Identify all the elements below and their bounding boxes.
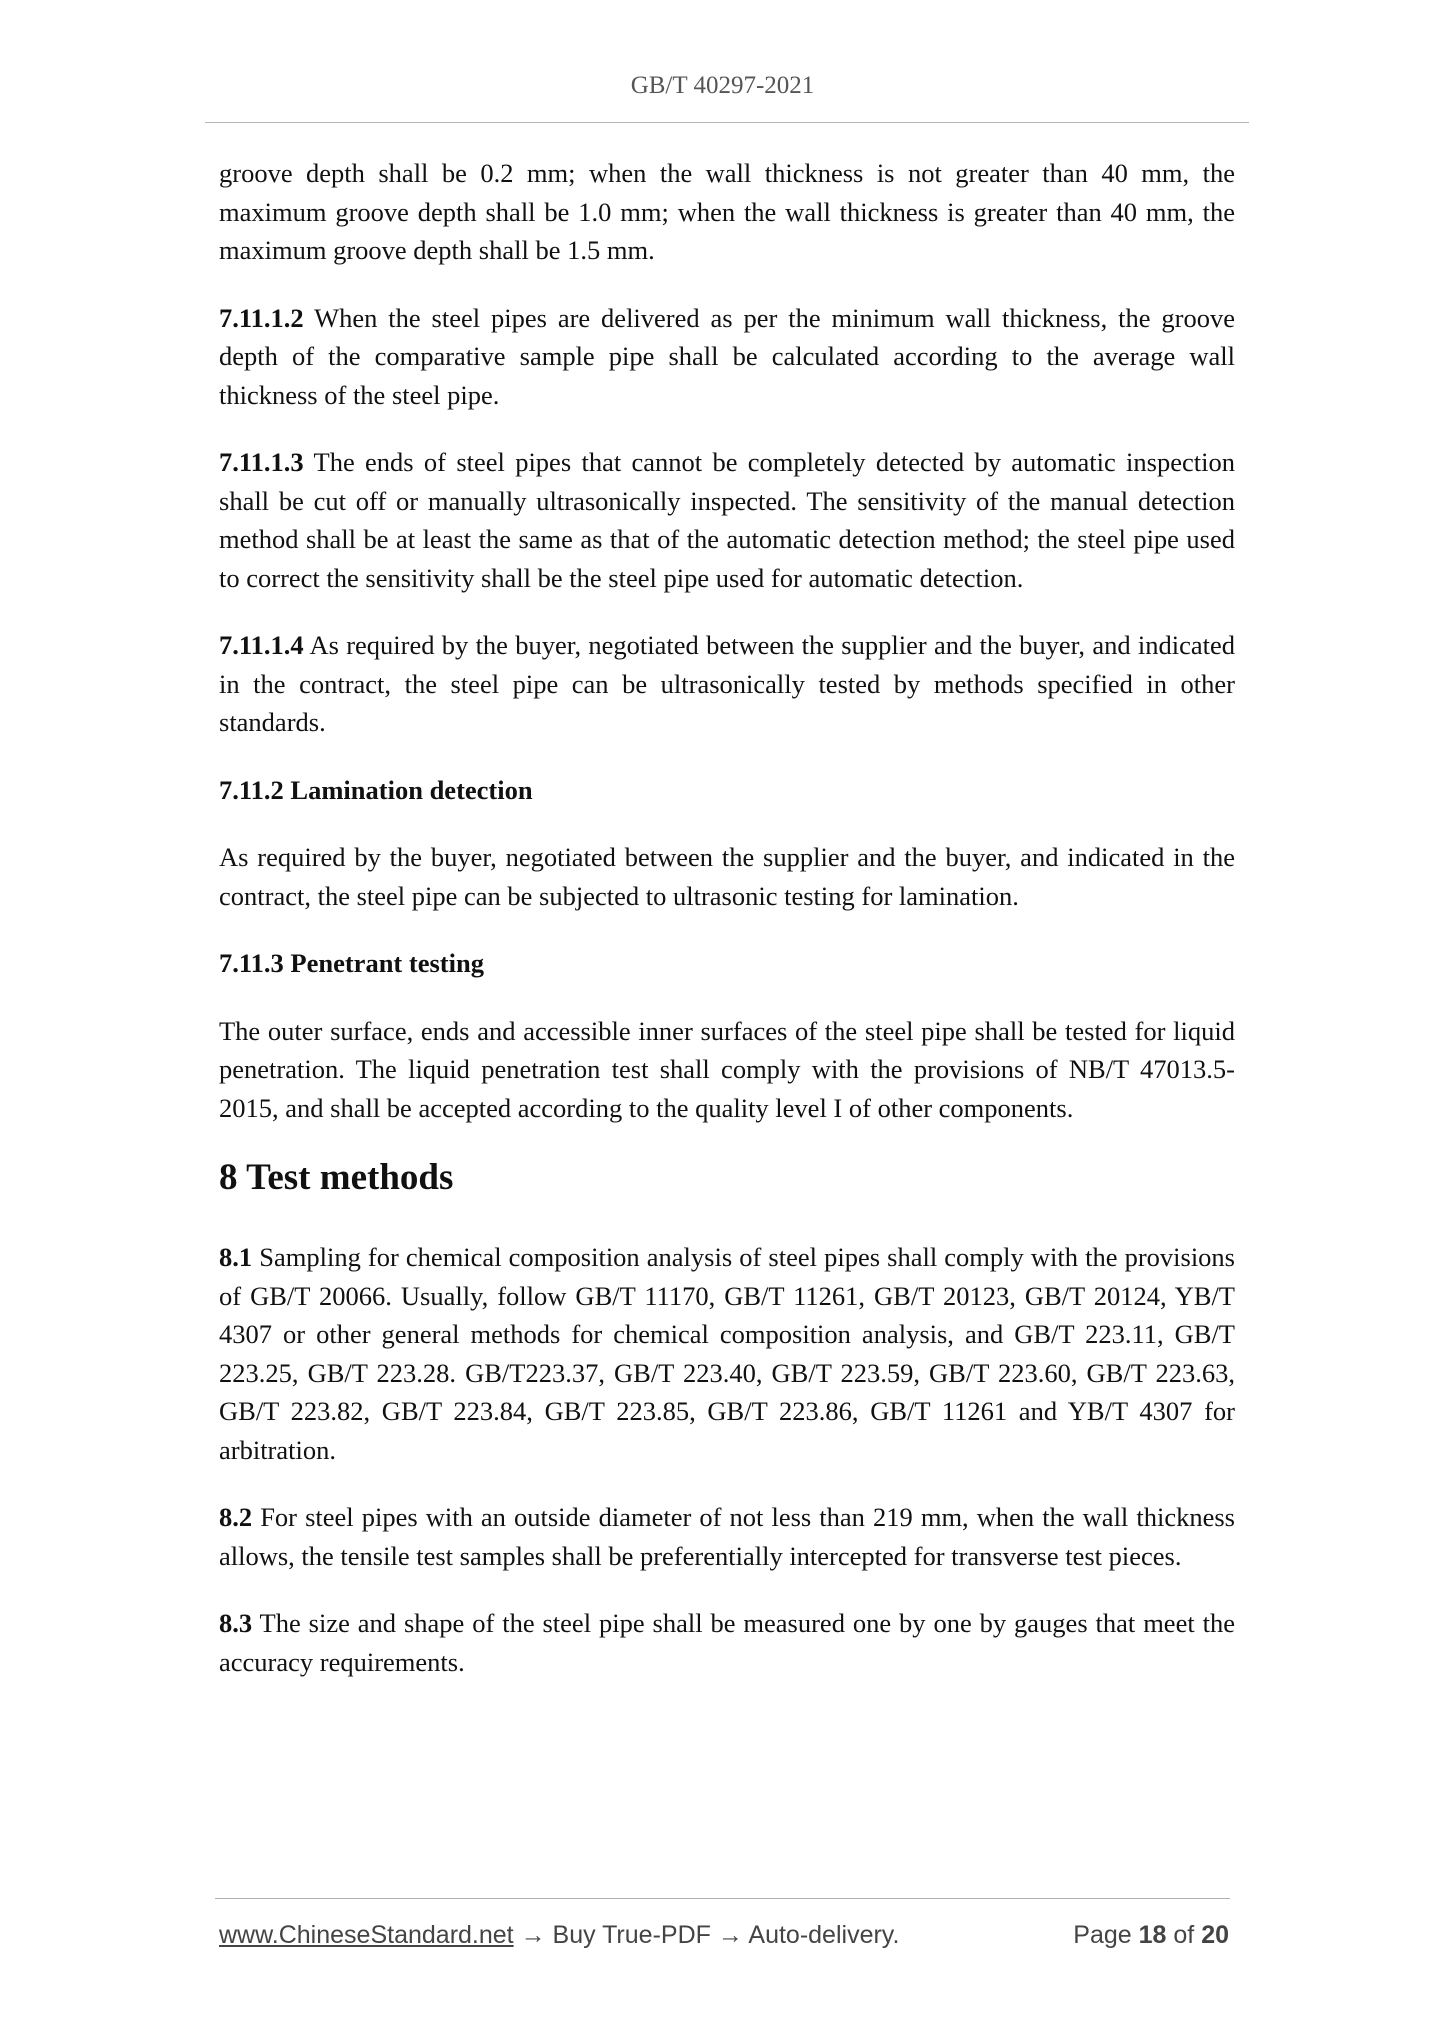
clause-8-3	[219, 1604, 1235, 1681]
total-pages: 20	[1201, 1921, 1229, 1949]
clause-number: 7.11.1.3	[219, 447, 304, 477]
document-header-title: GB/T 40297-2021	[630, 72, 815, 99]
clause-number: 7.11.1.4	[219, 630, 304, 660]
clause-7-11-1-4	[219, 626, 1235, 742]
clause-number: 7.11.1.2	[219, 302, 304, 333]
header-divider	[205, 122, 1249, 123]
clause-number: 8.2	[219, 1502, 253, 1532]
clause-text: As required by the buyer, negotiated between the supplier and the buyer, and indicated in the contract, the steel pipe can be ultrasonically tested by methods specified in other standards.	[219, 630, 1235, 737]
paragraph-7-11-2: As required by the buyer, negotiated between the supplier and the buyer, and indicated in the contract, the steel pipe can be subjected to ultrasonic testing for lamination.	[219, 842, 1235, 911]
heading-7-11-3: 7.11.3 Penetrant testing	[219, 948, 484, 978]
clause-7-11-1-3	[219, 443, 1235, 597]
footer-tagline: → Buy True-PDF → Auto-delivery.	[513, 1921, 900, 1949]
paragraph-7-11-3: The outer surface, ends and accessible inner surfaces of the steel pipe shall be tested for liquid penetration. The liquid penetration test shall comply with the provisions of NB/T 47013.5-2015, and shall be accepted according to the quality level I of other components.	[219, 1015, 1235, 1123]
footer-divider	[215, 1898, 1230, 1899]
clause-7-11-1-2	[219, 299, 1235, 415]
page-indicator: Page 18 of 20	[1073, 1921, 1229, 1949]
page-footer	[219, 1921, 1229, 1950]
heading-7-11-2: 7.11.2 Lamination detection	[219, 774, 533, 805]
website-link[interactable]: www.ChineseStandard.net	[219, 1921, 514, 1949]
heading-8-test-methods: 8 Test methods	[219, 1157, 454, 1198]
clause-text: The size and shape of the steel pipe shall be measured one by one by gauges that meet the accuracy requirements.	[219, 1608, 1235, 1677]
clause-8-2	[219, 1498, 1235, 1575]
clause-number: 8.1	[219, 1242, 253, 1272]
clause-number: 8.3	[219, 1608, 253, 1638]
clause-text: Sampling for chemical composition analysis of steel pipes shall comply with the provisions of GB/T 20066. Usually, follow GB/T 11170, GB/T 11261, GB/T 20123, GB/T 20124, YB/T 4307 or other general methods for chemical composition analysis, and GB/T 223.11, GB/T 223.25, GB/T 223.28. GB/T223.37, GB/T 223.40, GB/T 223.59, GB/T 223.60, GB/T 223.63, GB/T 223.82, GB/T 223.84, GB/T 223.85, GB/T 223.86, GB/T 11261 and YB/T 4307 for arbitration.	[219, 1242, 1235, 1465]
paragraph-continuation: groove depth shall be 0.2 mm; when the wall thickness is not greater than 40 mm, the maximum groove depth shall be 1.0 mm; when the wall thickness is greater than 40 mm, the maximum groove depth shall be 1.5 mm.	[219, 158, 1235, 265]
clause-text: The ends of steel pipes that cannot be completely detected by automatic inspection shall be cut off or manually ultrasonically inspected. The sensitivity of the manual detection method shall be at least the same as that of the automatic detection method; the steel pipe used to correct the sensitivity shall be the steel pipe used for automatic detection.	[219, 447, 1235, 593]
current-page: 18	[1138, 1921, 1167, 1949]
clause-8-1	[219, 1238, 1235, 1469]
clause-text: For steel pipes with an outside diameter of not less than 219 mm, when the wall thickness allows, the tensile test samples shall be preferentially intercepted for transverse test pieces.	[219, 1502, 1235, 1571]
clause-text: When the steel pipes are delivered as per the minimum wall thickness, the groove depth of the comparative sample pipe shall be calculated according to the average wall thickness of the steel pipe.	[219, 302, 1235, 410]
document-body	[219, 154, 1235, 1710]
footer-promo	[219, 1921, 899, 1950]
